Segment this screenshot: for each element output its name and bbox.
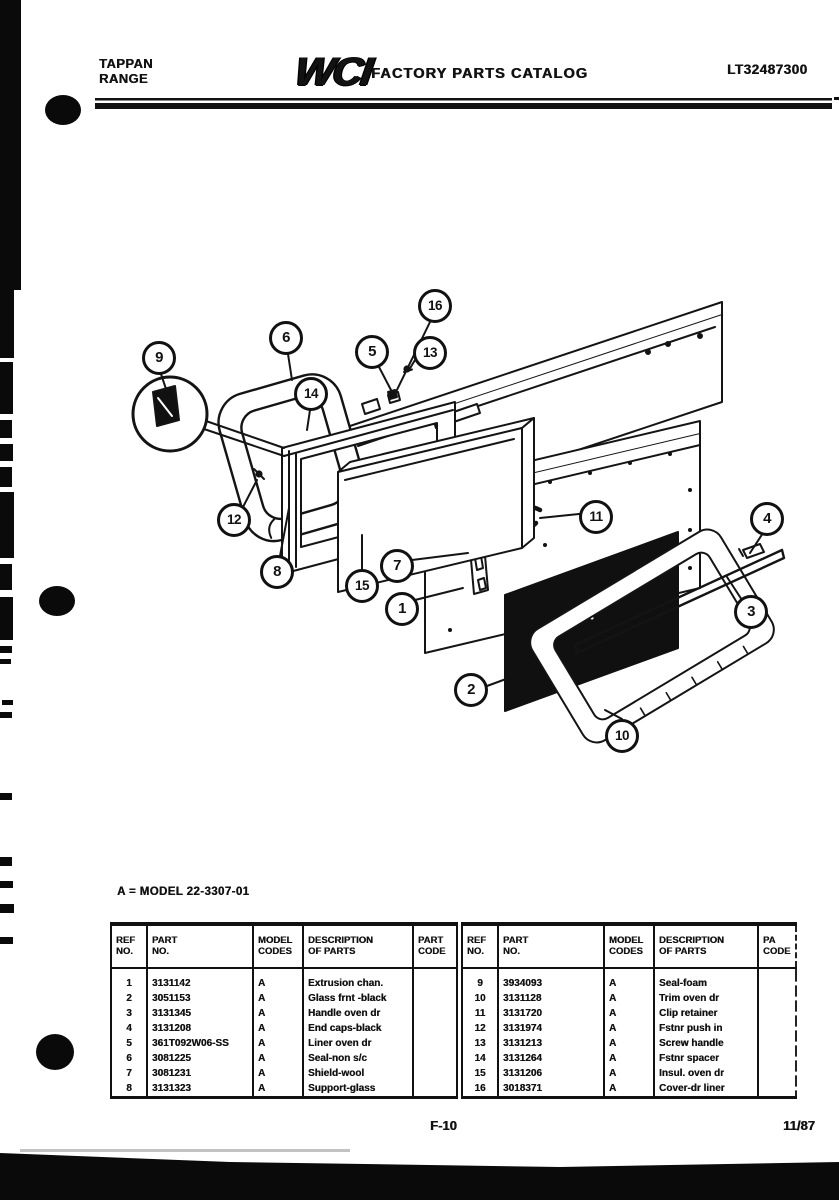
cell-ref: 5 bbox=[111, 1036, 147, 1051]
cell-ref: 4 bbox=[111, 1021, 147, 1036]
spacer-cell bbox=[758, 968, 796, 976]
parts-table bbox=[110, 922, 802, 1099]
balloon-14: 14 bbox=[294, 377, 328, 411]
page-number: F-10 bbox=[430, 1118, 457, 1133]
balloon-9: 9 bbox=[142, 341, 176, 375]
spacer-cell bbox=[413, 968, 457, 976]
cell-part: 3131323 bbox=[147, 1081, 253, 1098]
punch-hole bbox=[36, 1034, 74, 1070]
cell-desc: Extrusion chan. bbox=[303, 976, 413, 991]
balloon-13: 13 bbox=[413, 336, 447, 370]
balloon-15: 15 bbox=[345, 569, 379, 603]
brand-line1: TAPPAN bbox=[99, 56, 153, 71]
parts-table-right bbox=[461, 922, 797, 1099]
cell-code bbox=[413, 1036, 457, 1051]
catalog-title: FACTORY PARTS CATALOG bbox=[371, 66, 588, 82]
cell-ref: 11 bbox=[462, 1006, 498, 1021]
footer-date: 11/87 bbox=[783, 1118, 815, 1133]
cell-part: 3051153 bbox=[147, 991, 253, 1006]
cell-desc: Fstnr spacer bbox=[654, 1051, 758, 1066]
cell-ref: 15 bbox=[462, 1066, 498, 1081]
cell-ref: 6 bbox=[111, 1051, 147, 1066]
cell-desc: Insul. oven dr bbox=[654, 1066, 758, 1081]
balloon-6: 6 bbox=[269, 321, 303, 355]
brand-name bbox=[99, 56, 153, 86]
balloon-12: 12 bbox=[217, 503, 251, 537]
model-code-note: A = MODEL 22-3307-01 bbox=[117, 886, 250, 898]
cell-model: A bbox=[604, 1081, 654, 1098]
table-row bbox=[462, 1066, 796, 1081]
cell-part: 3131206 bbox=[498, 1066, 604, 1081]
cell-model: A bbox=[253, 1021, 303, 1036]
balloon-8: 8 bbox=[260, 555, 294, 589]
column-header: PA CODE bbox=[758, 924, 796, 968]
table-row bbox=[462, 991, 796, 1006]
balloon-11: 11 bbox=[579, 500, 613, 534]
cell-code bbox=[758, 976, 796, 991]
cell-code bbox=[413, 1066, 457, 1081]
column-header: REF NO. bbox=[462, 924, 498, 968]
column-header: DESCRIPTION OF PARTS bbox=[654, 924, 758, 968]
table-row bbox=[111, 1021, 457, 1036]
wci-logo: WCI bbox=[292, 50, 374, 94]
balloon-16: 16 bbox=[418, 289, 452, 323]
cell-desc: Cover-dr liner bbox=[654, 1081, 758, 1098]
table-row bbox=[462, 1051, 796, 1066]
cell-model: A bbox=[253, 1036, 303, 1051]
table-row bbox=[111, 1036, 457, 1051]
cell-code bbox=[758, 1021, 796, 1036]
cell-model: A bbox=[604, 1066, 654, 1081]
table-row bbox=[111, 976, 457, 991]
cell-ref: 8 bbox=[111, 1081, 147, 1098]
cell-model: A bbox=[253, 1066, 303, 1081]
cell-code bbox=[413, 1051, 457, 1066]
cell-desc: Liner oven dr bbox=[303, 1036, 413, 1051]
brand-line2: RANGE bbox=[99, 71, 148, 86]
spacer-cell bbox=[462, 968, 498, 976]
column-header: MODEL CODES bbox=[253, 924, 303, 968]
cell-part: 3081225 bbox=[147, 1051, 253, 1066]
table-row bbox=[111, 1081, 457, 1098]
cell-part: 3934093 bbox=[498, 976, 604, 991]
balloon-5: 5 bbox=[355, 335, 389, 369]
cell-part: 361T092W06-SS bbox=[147, 1036, 253, 1051]
cell-code bbox=[413, 1006, 457, 1021]
cell-model: A bbox=[253, 1051, 303, 1066]
column-header: MODEL CODES bbox=[604, 924, 654, 968]
table-row bbox=[462, 1021, 796, 1036]
cell-part: 3131208 bbox=[147, 1021, 253, 1036]
balloon-10: 10 bbox=[605, 719, 639, 753]
cell-model: A bbox=[604, 976, 654, 991]
cell-model: A bbox=[253, 976, 303, 991]
cell-part: 3131345 bbox=[147, 1006, 253, 1021]
spacer-cell bbox=[253, 968, 303, 976]
cell-ref: 2 bbox=[111, 991, 147, 1006]
cell-desc: Handle oven dr bbox=[303, 1006, 413, 1021]
cell-desc: Trim oven dr bbox=[654, 991, 758, 1006]
parts-table-left bbox=[110, 922, 458, 1099]
table-row bbox=[462, 1036, 796, 1051]
table-row bbox=[111, 991, 457, 1006]
cell-ref: 1 bbox=[111, 976, 147, 991]
cell-ref: 12 bbox=[462, 1021, 498, 1036]
table-header-right bbox=[462, 924, 796, 968]
header-rule bbox=[95, 97, 839, 109]
column-header: REF NO. bbox=[111, 924, 147, 968]
cell-code bbox=[413, 1081, 457, 1098]
punch-hole bbox=[39, 586, 75, 616]
column-header: PART NO. bbox=[147, 924, 253, 968]
table-row bbox=[111, 1066, 457, 1081]
balloon-7: 7 bbox=[380, 549, 414, 583]
cell-model: A bbox=[253, 1006, 303, 1021]
spacer-chip bbox=[153, 386, 179, 426]
cell-ref: 3 bbox=[111, 1006, 147, 1021]
spacer-cell bbox=[604, 968, 654, 976]
cell-ref: 10 bbox=[462, 991, 498, 1006]
cell-desc: Support-glass bbox=[303, 1081, 413, 1098]
balloon-2: 2 bbox=[454, 673, 488, 707]
document-number: LT32487300 bbox=[727, 62, 808, 77]
cell-ref: 13 bbox=[462, 1036, 498, 1051]
bottom-scan-band bbox=[0, 1153, 839, 1200]
cell-part: 3018371 bbox=[498, 1081, 604, 1098]
table-row bbox=[111, 1006, 457, 1021]
balloon-1: 1 bbox=[385, 592, 419, 626]
cell-code bbox=[758, 1036, 796, 1051]
cell-code bbox=[758, 1081, 796, 1098]
cell-ref: 16 bbox=[462, 1081, 498, 1098]
column-header: PART CODE bbox=[413, 924, 457, 968]
spacer-cell bbox=[303, 968, 413, 976]
cell-part: 3131142 bbox=[147, 976, 253, 991]
cell-ref: 14 bbox=[462, 1051, 498, 1066]
cell-desc: Glass frnt -black bbox=[303, 991, 413, 1006]
cell-desc: Fstnr push in bbox=[654, 1021, 758, 1036]
column-header: PART NO. bbox=[498, 924, 604, 968]
cell-part: 3131974 bbox=[498, 1021, 604, 1036]
cell-part: 3131213 bbox=[498, 1036, 604, 1051]
balloon-4: 4 bbox=[750, 502, 784, 536]
spacer-cell bbox=[498, 968, 604, 976]
cell-code bbox=[758, 991, 796, 1006]
cell-model: A bbox=[604, 1051, 654, 1066]
table-header-left bbox=[111, 924, 457, 968]
table-row bbox=[462, 976, 796, 991]
cell-model: A bbox=[604, 1036, 654, 1051]
cell-model: A bbox=[604, 1021, 654, 1036]
cell-desc: Clip retainer bbox=[654, 1006, 758, 1021]
cell-part: 3131264 bbox=[498, 1051, 604, 1066]
cell-desc: Shield-wool bbox=[303, 1066, 413, 1081]
cell-code bbox=[758, 1051, 796, 1066]
punch-hole bbox=[45, 95, 81, 125]
spacer-cell bbox=[147, 968, 253, 976]
cell-ref: 7 bbox=[111, 1066, 147, 1081]
cell-model: A bbox=[604, 1006, 654, 1021]
table-row bbox=[111, 1051, 457, 1066]
cell-desc: Seal-foam bbox=[654, 976, 758, 991]
cell-desc: Seal-non s/c bbox=[303, 1051, 413, 1066]
table-row bbox=[462, 1006, 796, 1021]
cell-part: 3131128 bbox=[498, 991, 604, 1006]
balloon-3: 3 bbox=[734, 595, 768, 629]
cell-desc: Screw handle bbox=[654, 1036, 758, 1051]
cell-model: A bbox=[253, 991, 303, 1006]
column-header: DESCRIPTION OF PARTS bbox=[303, 924, 413, 968]
cell-part: 3131720 bbox=[498, 1006, 604, 1021]
spacer-cell bbox=[111, 968, 147, 976]
cell-desc: End caps-black bbox=[303, 1021, 413, 1036]
spacer-cell bbox=[654, 968, 758, 976]
cell-code bbox=[758, 1066, 796, 1081]
cell-code bbox=[413, 1021, 457, 1036]
cell-code bbox=[413, 976, 457, 991]
cell-code bbox=[413, 991, 457, 1006]
cell-model: A bbox=[253, 1081, 303, 1098]
table-row bbox=[462, 1081, 796, 1098]
cell-code bbox=[758, 1006, 796, 1021]
cell-part: 3081231 bbox=[147, 1066, 253, 1081]
cell-ref: 9 bbox=[462, 976, 498, 991]
cell-model: A bbox=[604, 991, 654, 1006]
